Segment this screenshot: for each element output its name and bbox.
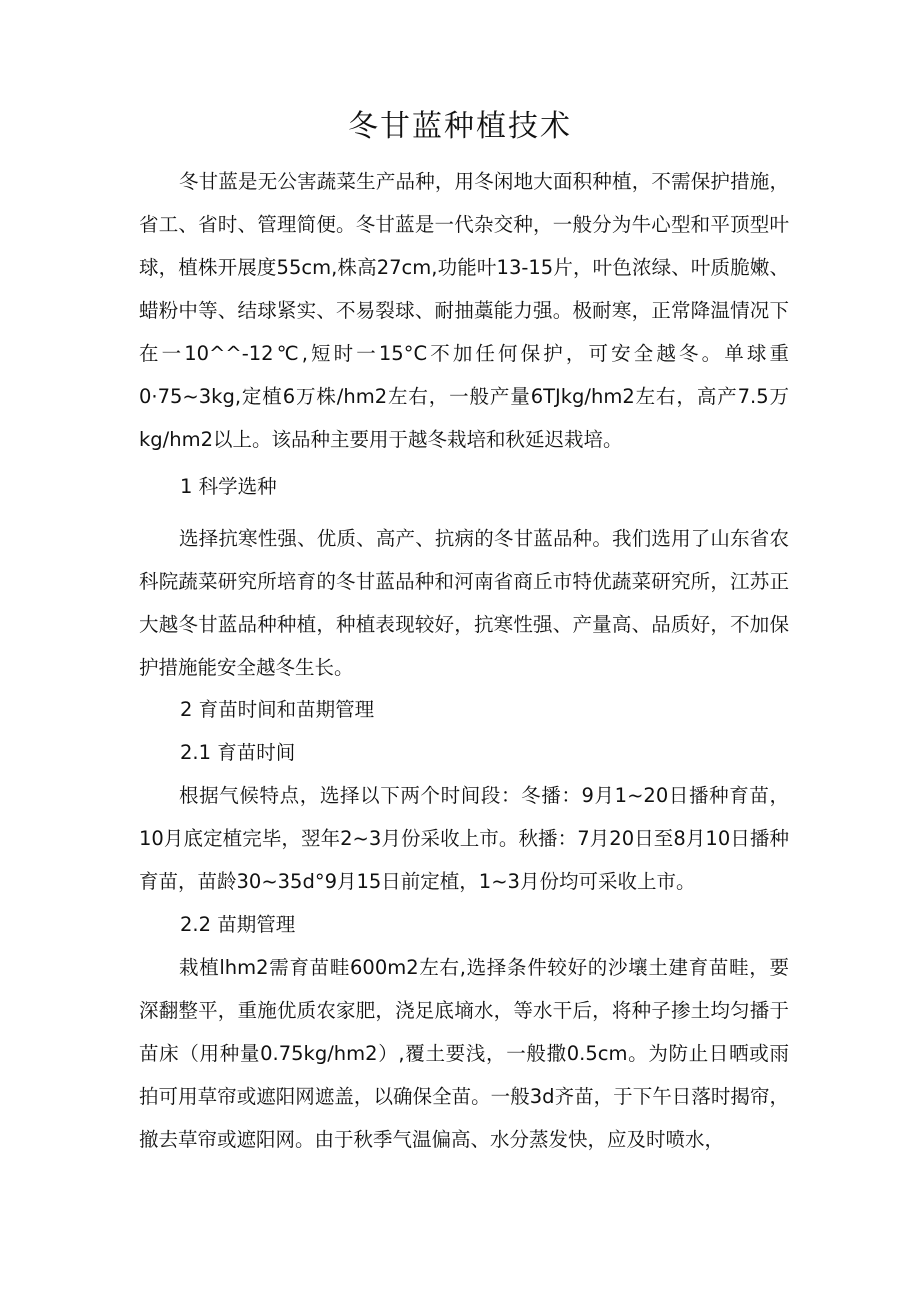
section-1-heading: 1 科学选种 [180, 475, 277, 498]
intro-paragraph: 冬甘蓝是无公害蔬菜生产品种，用冬闲地大面积种植，不需保护措施，省工、省时、管理简便。冬甘蓝是一代杂交种，一般分为牛心型和平顶型叶球，植株开展度55cm,株高27cm,功能叶13-15片，叶色浓绿、叶质脆嫩、蜡粉中等、结球紧实、不易裂球、耐抽藁能力强。极耐寒，正常降温情况下在一10^^-12℃,短时一15°C不加任何保护，可安全越冬。单球重0·75~3kg,定植6万株/hm2左右，一般产量6TJkg/hm2左右，高产7.5万kg/hm2以上。该品种主要用于越冬栽培和秋延迟栽培。 [139, 170, 789, 451]
section-2-2-heading: 2.2 苗期管理 [180, 913, 296, 936]
section-1-paragraph: 选择抗寒性强、优质、高产、抗病的冬甘蓝品种。我们选用了山东省农科院蔬菜研究所培育的冬甘蓝品种和河南省商丘市特优蔬菜研究所，江苏正大越冬甘蓝品种种植，种植表现较好，抗寒性强、产量高、品质好，不加保护措施能安全越冬生长。 [139, 527, 789, 679]
section-2-2-paragraph: 栽植lhm2需育苗畦600m2左右,选择条件较好的沙壤土建育苗畦，要深翻整平，重施优质农家肥，浇足底墒水，等水干后，将种子掺土均匀播于苗床（用种量0.75kg/hm2）,覆土要浅，一般撒0.5cm。为防止日晒或雨拍可用草帘或遮阳网遮盖，以确保全苗。一般3d齐苗，于下午日落时揭帘，撤去草帘或遮阳网。由于秋季气温偏高、水分蒸发快，应及时喷水， [139, 956, 789, 1151]
document-title: 冬甘蓝种植技术 [348, 109, 572, 144]
section-2-1-heading: 2.1 育苗时间 [180, 741, 296, 764]
section-2-heading: 2 育苗时间和苗期管理 [180, 698, 375, 721]
section-2-1-paragraph: 根据气候特点，选择以下两个时间段：冬播：9月1~20日播种育苗，10月底定植完毕，翌年2~3月份采收上市。秋播：7月20日至8月10日播种育苗，苗龄30~35d°9月15日前定植，1~3月份均可采收上市。 [139, 784, 789, 893]
